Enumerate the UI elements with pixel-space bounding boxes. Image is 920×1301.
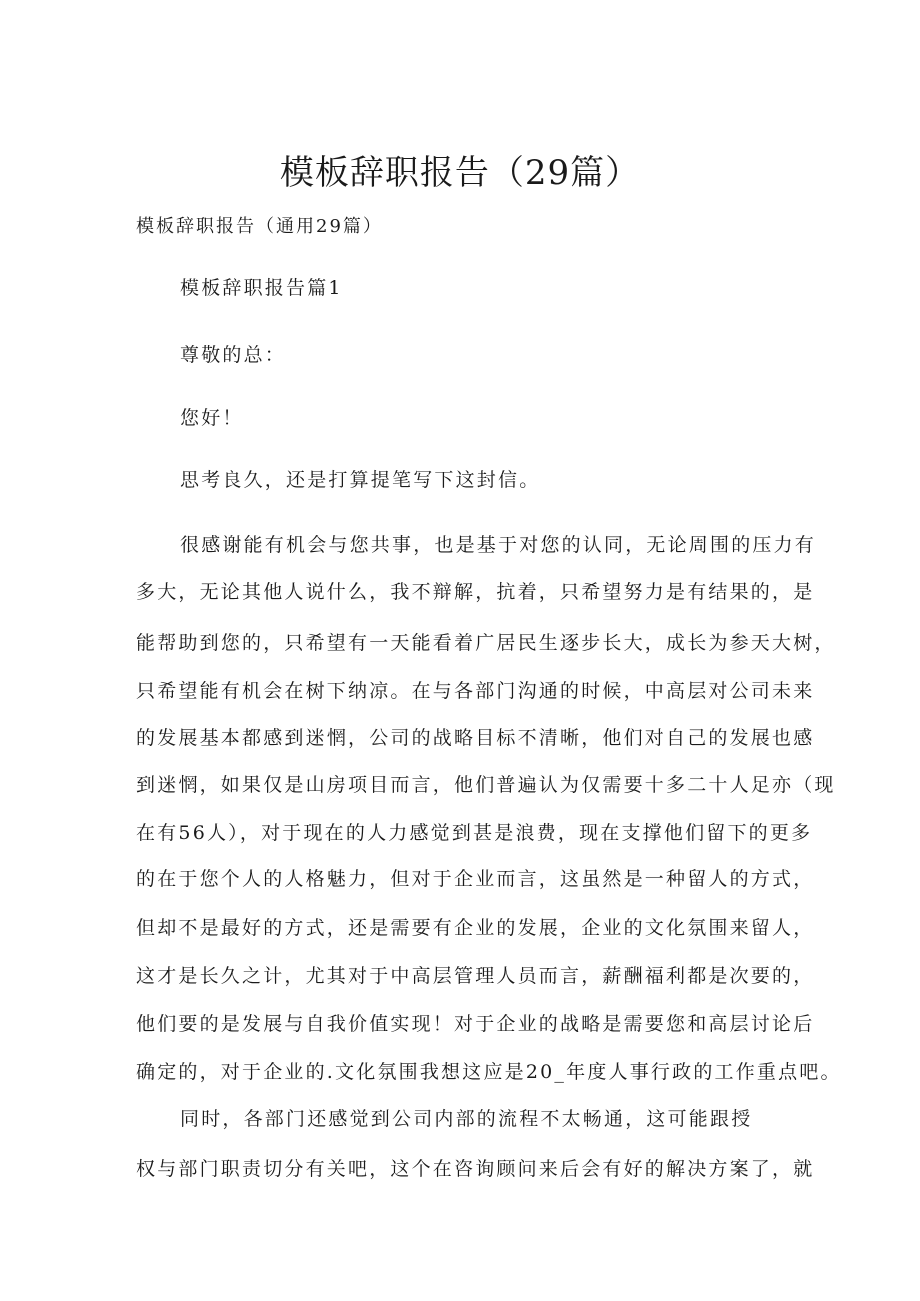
paragraph-line: 权与部门职责切分有关吧，这个在咨询顾问来后会有好的解决方案了，就 (136, 1158, 815, 1180)
section-heading: 模板辞职报告篇1 (180, 277, 343, 299)
document-subtitle: 模板辞职报告（通用29篇） (136, 216, 383, 237)
paragraph-line: 能帮助到您的，只希望有一天能看着广居民生逐步长大，成长为参天大树， (136, 632, 836, 654)
paragraph-line: 但却不是最好的方式，还是需要有企业的发展，企业的文化氛围来留人， (136, 917, 815, 939)
greeting: 您好！ (180, 407, 244, 429)
paragraph-line: 只希望能有机会在树下纳凉。在与各部门沟通的时候，中高层对公司未来 (136, 680, 815, 702)
paragraph-line: 到迷惘，如果仅是山房项目而言，他们普遍认为仅需要十多二十人足亦（现 (136, 774, 836, 796)
paragraph-line: 这才是长久之计，尤其对于中高层管理人员而言，薪酬福利都是次要的， (136, 965, 815, 987)
paragraph-line: 在有56人），对于现在的人力感觉到甚是浪费，现在支撑他们留下的更多 (136, 822, 813, 844)
paragraph-line: 确定的，对于企业的.文化氛围我想这应是20_年度人事行政的工作重点吧。 (136, 1061, 842, 1083)
document-title: 模板辞职报告（29篇） (279, 153, 641, 193)
paragraph-line: 同时，各部门还感觉到公司内部的流程不太畅通，这可能跟授 (180, 1108, 753, 1130)
salutation: 尊敬的总： (180, 344, 287, 366)
paragraph-line: 的在于您个人的人格魅力，但对于企业而言，这虽然是一种留人的方式， (136, 868, 815, 890)
opening-line: 思考良久，还是打算提笔写下这封信。 (180, 469, 541, 491)
paragraph-line: 他们要的是发展与自我价值实现！对于企业的战略是需要您和高层讨论后 (136, 1013, 815, 1035)
paragraph-line: 很感谢能有机会与您共事，也是基于对您的认同，无论周围的压力有 (180, 534, 817, 556)
paragraph-line: 多大，无论其他人说什么，我不辩解，抗着，只希望努力是有结果的，是 (136, 581, 815, 603)
paragraph-line: 的发展基本都感到迷惘，公司的战略目标不清晰，他们对自己的发展也感 (136, 727, 815, 749)
